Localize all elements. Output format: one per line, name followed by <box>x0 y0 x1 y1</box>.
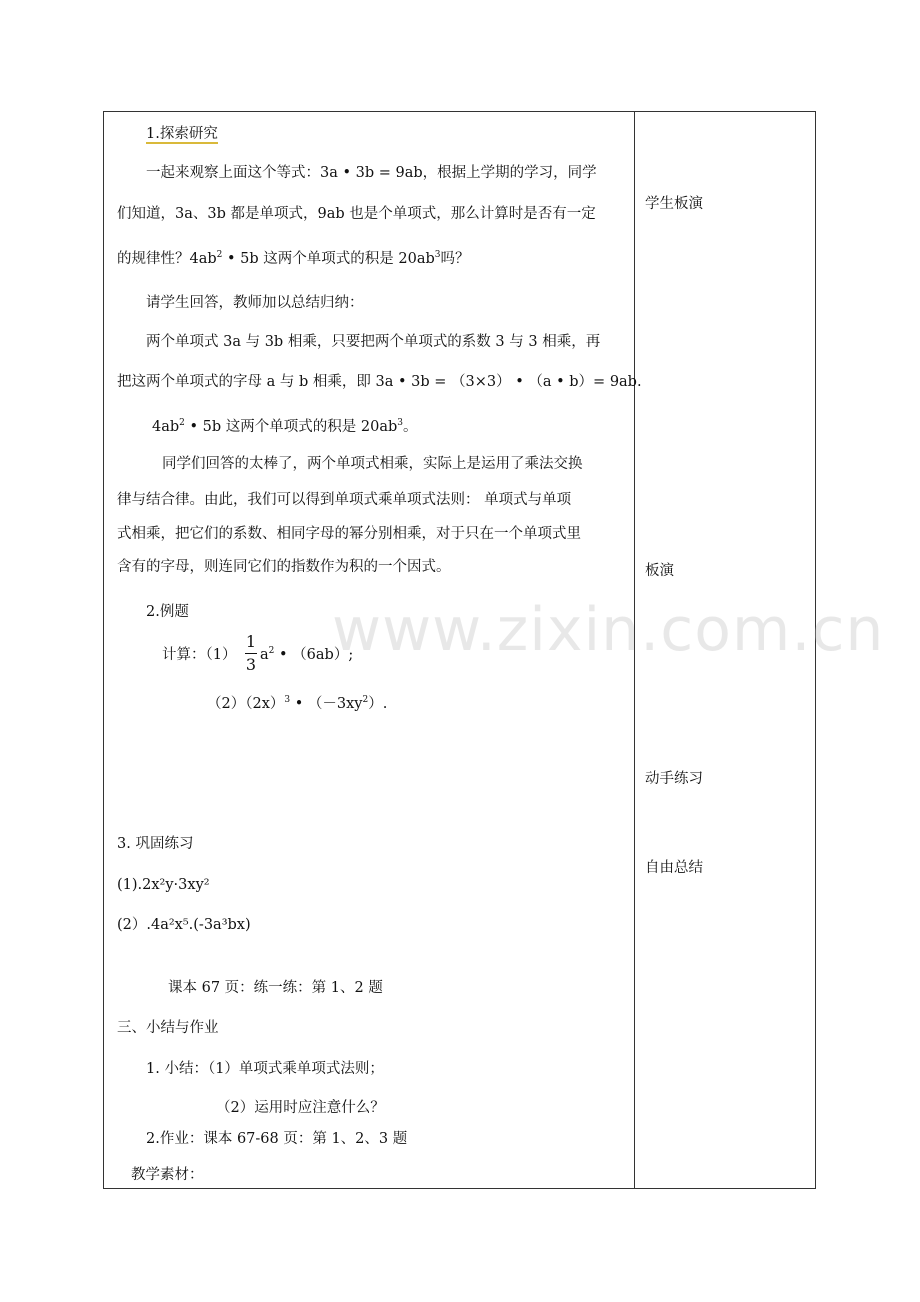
summary-section-title: 三、小结与作业 <box>117 1020 219 1036</box>
section2-title: 2.例题 <box>146 604 189 620</box>
paragraph5-line1: 同学们回答的太棒了，两个单项式相乘，实际上是运用了乘法交换 <box>162 456 583 472</box>
exercise-1: (1).2x²y·3xy² <box>117 877 210 893</box>
side-note-practice: 动手练习 <box>645 771 703 787</box>
example1-prefix: 计算：（1） <box>162 647 237 663</box>
paragraph1-line2: 们知道，3a、3b 都是单项式，9ab 也是个单项式，那么计算时是否有一定 <box>117 206 596 222</box>
paragraph5-line4: 含有的字母，则连同它们的指数作为积的一个因式。 <box>117 559 451 575</box>
paragraph4: $4ab^2$ • 5b 这两个单项式的积是 $20ab^3$。 <box>152 418 418 435</box>
section3-title: 3. 巩固练习 <box>117 836 194 852</box>
paragraph3-line1: 两个单项式 3a 与 3b 相乘，只要把两个单项式的系数 3 与 3 相乘，再 <box>146 334 601 350</box>
textbook-exercise: 课本 67 页：练一练：第 1、2 题 <box>168 980 383 996</box>
side-note-summary: 自由总结 <box>645 860 703 876</box>
paragraph3-line2: 把这两个单项式的字母 a 与 b 相乘，即 3a • 3b = （3×3） • （a • b）= 9ab. <box>117 374 642 390</box>
example2-expression: $(2)(2x)^3$ • $(-3xy^2)$. <box>207 695 388 712</box>
homework: 2.作业：课本 67-68 页：第 1、2、3 题 <box>146 1131 408 1147</box>
summary-item-1: 1. 小结：（1）单项式乘单项式法则； <box>146 1061 384 1077</box>
watermark: www.zixin.com.cn <box>332 595 885 665</box>
teaching-materials-label: 教学素材： <box>131 1167 204 1183</box>
paragraph5-line3: 式相乘，把它们的系数、相同字母的幂分别相乘，对于只在一个单项式里 <box>117 526 581 542</box>
paragraph1-line3: 的规律性？$4ab^2$ • 5b 这两个单项式的积是 $20ab^3$吗？ <box>117 250 470 267</box>
column-divider <box>634 111 635 1189</box>
paragraph1-line1: 一起来观察上面这个等式：3a • 3b = 9ab，根据上学期的学习，同学 <box>146 165 597 181</box>
exercise-2: (2）.4a²x⁵.(-3a³bx) <box>117 917 251 933</box>
example1-fraction: 1 3 <box>245 632 257 674</box>
paragraph2: 请学生回答，教师加以总结归纳： <box>146 295 364 311</box>
example1-expression: $a^2$ • （6ab）; <box>260 646 354 663</box>
section1-title: 1.探索研究 <box>146 126 218 142</box>
summary-item-2: （2）运用时应注意什么？ <box>216 1100 385 1116</box>
side-note-board: 板演 <box>645 563 674 579</box>
side-note-student-board: 学生板演 <box>645 196 703 212</box>
paragraph5-line2: 律与结合律。由此，我们可以得到单项式乘单项式法则： 单项式与单项 <box>117 492 572 508</box>
